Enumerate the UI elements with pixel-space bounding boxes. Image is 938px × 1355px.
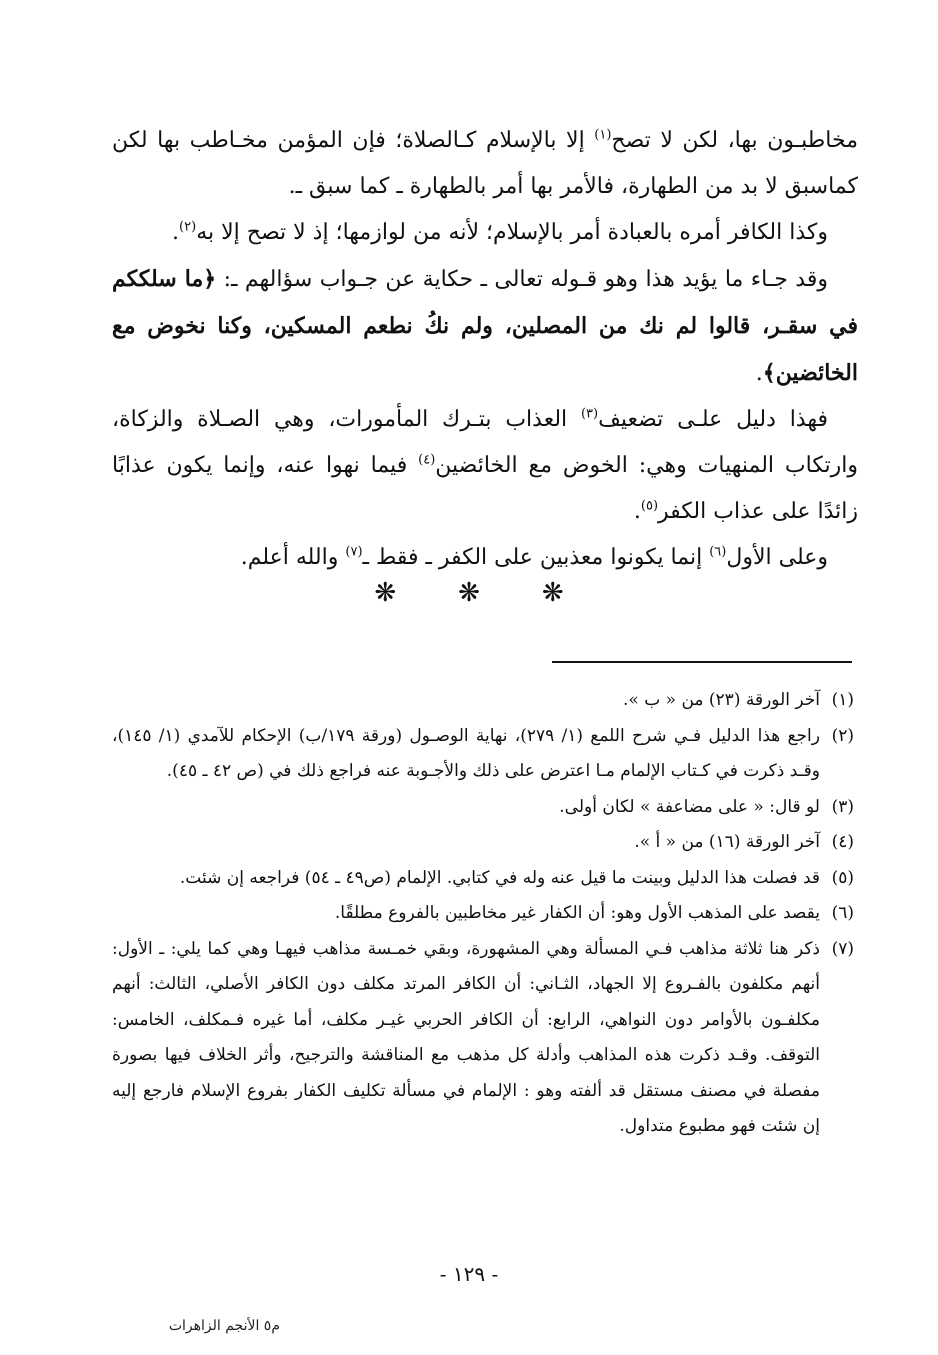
p3-intro: وقد جـاء ما يؤيد هذا وهو قـوله تعالى ـ حكاية عن جـواب سؤالهم ـ: (216, 267, 828, 292)
footnote-ref-3[interactable]: (٣) (580, 406, 599, 422)
footnote-text: يقصد على المذهب الأول وهو: أن الكفار غير مخاطبين بالفروع مطلقًا. (334, 903, 820, 923)
p1-text-a: مخاطبـون بها، لكن لا تصح (611, 128, 858, 153)
footnote-number: (٧) (831, 938, 854, 959)
footnotes (112, 683, 854, 1145)
footnote-divider (552, 661, 852, 663)
footnote-ref-2[interactable]: (٢) (179, 219, 197, 235)
footnote-ref-7[interactable]: (٧) (345, 544, 363, 560)
section-separator (0, 578, 938, 610)
footnote-number: (٥) (831, 867, 854, 888)
footnote-7 (112, 932, 854, 1145)
star-ornament-icon: ❋ (458, 578, 480, 608)
paragraph-4 (112, 397, 858, 535)
p1-text-b: إلا بالإسلام كـالصلاة؛ فإن المؤمن مخـاطب بها لكن كماسبق لا بد من الطهارة، فالأمر بها أمر بالطهارة ـ كما سبق ـ. (112, 128, 858, 199)
footnote-text: آخر الورقة (١٦) من « أ ». (634, 832, 820, 852)
p5-text-b: إنما يكونوا معذبين على الكفر ـ فقط ـ (362, 545, 710, 570)
footnote-text: آخر الورقة (٢٣) من « ب ». (623, 690, 820, 710)
p4-end: . (633, 499, 641, 524)
p3-end: . (755, 361, 763, 386)
p5-text-a: وعلى الأول (726, 545, 828, 570)
footnote-4 (112, 825, 854, 861)
main-text (112, 118, 858, 581)
footnote-ref-1[interactable]: (١) (594, 127, 612, 143)
footnote-5 (112, 861, 854, 897)
footnote-number: (٣) (831, 796, 854, 817)
footnote-text: قد فصلت هذا الدليل وبينت ما قيل عنه وله في كتابي. الإلمام (ص٤٩ ـ ٥٤) فراجعه إن شئت. (179, 867, 820, 888)
footnote-text: ذكر هنا ثلاثة مذاهب فـي المسألة وهي المشهورة، وبقي خمـسة مذاهب فيهـا وهي كما يلي: ـ الأول: أنهم مكلفون بالفـروع إلا الجهاد، الثـاني: أن الكافر المرتد مكلف دون الكافر الأصلي، الثالث: أنهم مكلفـون بالأوامر دون النواهي، الرابع: أن الكافر الحربي غيـر مكلف، أما غيره فـمكلف، الخامس: التوقف. وقـد ذكرت هذه المذاهب وأدلة كل مذهب مع المناقشة والترجيح، وأثر الخلاف فيها بصورة مفصلة في مصنف مستقل قد ألفته وهو : الإلمام في مسألة تكليف الكفار بفروع الإسلام فارجع إليه إن شئت فهو مطبوع متداول. (112, 938, 820, 1136)
paragraph-3 (112, 256, 858, 397)
footnote-ref-4[interactable]: (٤) (418, 452, 436, 468)
footnote-number: (١) (831, 690, 854, 710)
star-ornament-icon: ❋ (541, 578, 564, 608)
paragraph-5 (112, 535, 858, 581)
printer-signature: م٥ الأنجم الزاهرات (168, 1318, 280, 1334)
quran-quote: ﴿ما سلككم في سقـر، قالوا لم نك من المصلين، ولم نكُ نطعم المسكين، وكنا نخوض مع الخائضين﴾ (112, 266, 858, 386)
paragraph-1 (112, 118, 858, 210)
footnote-6 (112, 896, 854, 932)
p5-text-c: والله أعلم. (240, 545, 346, 570)
footnote-ref-5[interactable]: (٥) (640, 498, 659, 514)
footnote-number: (٢) (831, 725, 854, 746)
footnote-text: راجع هذا الدليل فـي شرح اللمع (١/ ٢٧٩)، نهاية الوصـول (ورقة ١٧٩/ب) الإحكام للآمدي (١/ ١٤٥)، وقـد ذكرت في كـتاب الإلمام مـا اعترض على ذلك والأجـوبة عنه فراجع ذلك في (ص ٤٢ ـ ٤٥). (112, 725, 820, 781)
footnote-text: لو قال: « على مضاعفة » لكان أولى. (559, 796, 820, 817)
footnote-3 (112, 790, 854, 826)
footnote-2 (112, 719, 854, 790)
p4-text-b: العذاب بتـرك المأمورات، وهي الصـلاة والزكاة، وارتكاب المنهيات وهي: الخوض مع الخائضين (112, 407, 858, 478)
page-number: - ١٢٩ - (439, 1262, 499, 1286)
p4-text-c: فيما نهوا عنه، وإنما يكون عذابًا زائدًا على عذاب الكفر (112, 453, 858, 524)
p4-text-a: فهذا دليل علـى تضعيف (598, 407, 829, 432)
footnote-number: (٤) (831, 832, 854, 852)
footnote-1 (112, 683, 854, 719)
p2-text: وكذا الكافر أمره بالعبادة أمر بالإسلام؛ لأنه من لوازمها؛ إذ لا تصح إلا به (196, 220, 828, 245)
star-ornament-icon: ❋ (374, 578, 397, 608)
p2-end: . (172, 220, 180, 245)
paragraph-2 (112, 210, 858, 256)
footnote-number: (٦) (831, 903, 854, 923)
footnote-ref-6[interactable]: (٦) (709, 544, 727, 560)
